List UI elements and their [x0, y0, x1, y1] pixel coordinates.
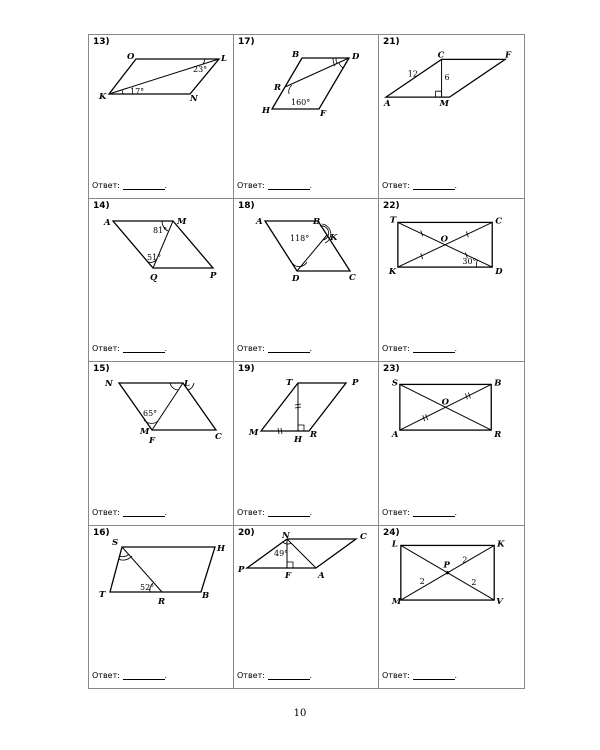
vertex-label: P: [238, 564, 245, 575]
vertex-label: P: [210, 270, 217, 281]
vertex-label: M: [249, 428, 259, 438]
answer-blank[interactable]: [268, 671, 310, 680]
problem-cell-20: [234, 526, 379, 690]
answer-line: [237, 344, 312, 353]
answer-blank[interactable]: [123, 181, 165, 190]
vertex-label: Q: [150, 272, 158, 283]
vertex-label: H: [294, 435, 303, 445]
vertex-label: T: [99, 589, 106, 600]
answer-line: [382, 508, 457, 517]
answer-label: Ответ:: [382, 671, 410, 680]
answer-end: .: [164, 180, 168, 190]
answer-line: [92, 344, 167, 353]
vertex-label: L: [221, 54, 227, 64]
answer-label: Ответ:: [382, 180, 410, 190]
vertex-label: K: [330, 232, 338, 243]
answer-blank[interactable]: [268, 508, 310, 517]
side-value: 12: [407, 69, 418, 79]
vertex-label: P: [443, 558, 450, 569]
vertex-label: F: [505, 49, 512, 60]
angle-value: 30°: [462, 256, 477, 266]
answer-label: Ответ:: [92, 507, 120, 517]
answer-blank[interactable]: [413, 344, 455, 353]
problem-grid: [88, 34, 525, 689]
answer-end: .: [164, 671, 168, 680]
vertex-label: N: [282, 530, 290, 541]
answer-label: Ответ:: [237, 344, 265, 353]
vertex-label: C: [349, 272, 356, 283]
segment-value: 2: [419, 576, 425, 586]
angle-value: 52°: [140, 582, 155, 592]
angle-value: 51°: [147, 252, 162, 262]
problem-number: 18): [238, 200, 255, 211]
vertex-label: V: [496, 595, 503, 606]
vertex-label: C: [495, 214, 502, 225]
vertex-label: O: [127, 52, 135, 62]
answer-line: [92, 181, 167, 190]
angle-value: 49°: [274, 548, 289, 558]
vertex-label: K: [388, 265, 397, 276]
answer-blank[interactable]: [123, 671, 165, 680]
vertex-label: M: [140, 427, 150, 437]
problem-cell-15: [89, 362, 234, 526]
answer-label: Ответ:: [92, 344, 120, 353]
answer-label: Ответ:: [92, 671, 120, 680]
vertex-label: A: [104, 217, 111, 228]
vertex-label: D: [292, 273, 300, 284]
vertex-label: P: [352, 378, 359, 388]
problem-cell-17: [234, 35, 379, 199]
answer-blank[interactable]: [413, 508, 455, 517]
answer-end: .: [454, 180, 458, 190]
vertex-label: A: [391, 429, 399, 440]
vertex-label: D: [495, 265, 503, 276]
problem-cell-14: [89, 199, 234, 363]
problem-number: 13): [93, 37, 110, 47]
answer-blank[interactable]: [268, 181, 310, 190]
problem-number: 14): [93, 200, 110, 211]
problem-cell-21: [379, 35, 525, 199]
answer-line: [237, 508, 312, 517]
segment-value: 2: [462, 554, 468, 564]
answer-label: Ответ:: [382, 344, 410, 353]
answer-end: .: [454, 671, 458, 680]
vertex-label: B: [494, 377, 502, 388]
figure-16: [89, 526, 234, 689]
vertex-label: T: [286, 378, 293, 388]
vertex-label: F: [320, 109, 327, 119]
vertex-label: O: [441, 396, 449, 407]
answer-line: [382, 671, 457, 680]
answer-label: Ответ:: [237, 507, 265, 517]
vertex-label: O: [440, 232, 448, 243]
vertex-label: R: [274, 83, 282, 93]
answer-blank[interactable]: [123, 508, 165, 517]
angle-value: 17°: [130, 87, 145, 96]
vertex-label: R: [494, 429, 502, 440]
answer-blank[interactable]: [268, 344, 310, 353]
vertex-label: M: [391, 595, 402, 606]
vertex-label: H: [262, 106, 271, 116]
problem-number: 17): [238, 37, 255, 47]
answer-line: [237, 671, 312, 680]
answer-line: [382, 344, 457, 353]
angle-value: 65°: [143, 409, 158, 418]
figure-15: [89, 362, 234, 525]
vertex-label: F: [285, 570, 292, 581]
answer-label: Ответ:: [92, 180, 120, 190]
vertex-label: L: [391, 537, 398, 548]
vertex-label: C: [437, 49, 445, 60]
answer-line: [382, 181, 457, 190]
answer-end: .: [309, 671, 313, 680]
problem-cell-18: [234, 199, 379, 363]
vertex-label: K: [99, 92, 107, 102]
vertex-label: B: [292, 50, 300, 60]
answer-label: Ответ:: [237, 671, 265, 680]
problem-number: 23): [383, 364, 400, 374]
vertex-label: K: [497, 537, 505, 548]
answer-end: .: [454, 507, 458, 517]
angle-value: 118°: [290, 233, 310, 243]
answer-end: .: [309, 180, 313, 190]
vertex-label: M: [439, 98, 449, 109]
answer-line: [92, 508, 167, 517]
problem-cell-22: [379, 199, 525, 363]
segment-value: 2: [471, 577, 477, 587]
vertex-label: A: [256, 216, 263, 227]
answer-end: .: [164, 344, 168, 353]
answer-label: Ответ:: [237, 180, 265, 190]
vertex-label: M: [177, 216, 187, 227]
answer-end: .: [164, 507, 168, 517]
problem-number: 20): [238, 527, 255, 538]
vertex-label: A: [318, 570, 325, 581]
vertex-label: T: [389, 213, 397, 224]
answer-line: [237, 181, 312, 190]
answer-end: .: [309, 344, 313, 353]
problem-number: 22): [383, 200, 400, 211]
problem-number: 19): [238, 364, 255, 374]
problem-cell-16: [89, 526, 234, 690]
problem-number: 24): [383, 527, 400, 538]
vertex-label: D: [352, 52, 360, 62]
answer-end: .: [309, 507, 313, 517]
vertex-label: B: [202, 590, 210, 601]
problem-cell-24: [379, 526, 525, 690]
figure-19: [234, 362, 379, 525]
answer-end: .: [454, 344, 458, 353]
problem-number: 21): [383, 37, 400, 47]
angle-value: 81°: [153, 225, 168, 235]
figure-17: [234, 35, 379, 198]
problem-number: 16): [93, 527, 110, 538]
side-value: 6: [444, 73, 450, 83]
figure-22: [379, 199, 524, 362]
figure-18: [234, 199, 379, 362]
figure-24: [379, 526, 524, 689]
vertex-label: N: [190, 94, 198, 104]
problem-number: 15): [93, 364, 110, 374]
vertex-label: N: [105, 379, 113, 389]
problem-cell-19: [234, 362, 379, 526]
angle-value: 23°: [193, 65, 208, 74]
answer-label: Ответ:: [382, 507, 410, 517]
vertex-label: A: [383, 98, 391, 109]
answer-blank[interactable]: [413, 181, 455, 190]
vertex-label: B: [313, 216, 321, 227]
answer-line: [92, 671, 167, 680]
answer-blank[interactable]: [123, 344, 165, 353]
vertex-label: S: [112, 537, 119, 548]
page-number: 10: [293, 708, 307, 719]
problem-cell-23: [379, 362, 525, 526]
problem-cell-13: [89, 35, 234, 199]
vertex-label: C: [360, 531, 367, 542]
angle-value: 160°: [291, 98, 311, 107]
figure-20: [234, 526, 379, 689]
vertex-label: F: [149, 436, 156, 446]
figure-23: [379, 362, 524, 525]
figure-14: [89, 199, 234, 362]
answer-blank[interactable]: [413, 671, 455, 680]
figure-13: [89, 35, 234, 198]
vertex-label: R: [158, 596, 166, 607]
figure-21: [379, 35, 524, 198]
vertex-label: C: [215, 432, 222, 442]
vertex-label: L: [184, 379, 190, 389]
vertex-label: R: [310, 430, 318, 440]
vertex-label: H: [217, 543, 226, 554]
vertex-label: S: [391, 377, 399, 388]
